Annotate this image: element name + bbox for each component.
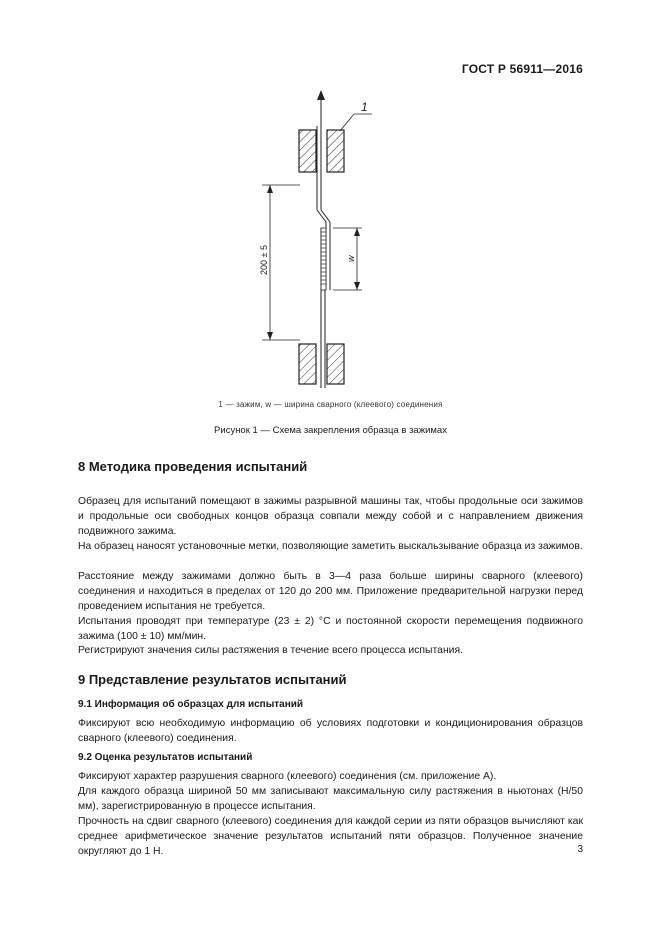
pull-direction-arrow-icon — [317, 90, 325, 130]
dimension-200-label: 200 ± 5 — [259, 245, 269, 275]
section-8-paragraph-5: Регистрируют значения силы растяжения в течение всего процесса испытания. — [78, 645, 464, 656]
document-code: ГОСТ Р 56911—2016 — [461, 62, 583, 76]
section-9-2-paragraph-3: Прочность на сдвиг сварного (клеевого) соединения для каждой серии из пяти образцов вычисляют как среднее арифметическое значение результатов испытаний пяти образцов. Полученное значение округляют до 1 Н. — [78, 816, 583, 858]
section-8-paragraph-4: Испытания проводят при температуре (23 ± 2) °С и постоянной скорости перемещения подвижного зажима (100 ± 10) мм/мин. — [78, 616, 583, 643]
section-9-heading: 9 Представление результатов испытаний — [78, 672, 347, 687]
section-9-1-paragraph-1: Фиксируют всю необходимую информацию об условиях подготовки и кондиционирования образцов сварного (клеевого) соединения. — [78, 718, 583, 745]
section-9-2-paragraph-2: Для каждого образца шириной 50 мм записывают максимальную силу растяжения в ньютонах (Н/50 мм), зарегистрированную в процессе испытания. — [78, 786, 583, 813]
figure-legend: 1 — зажим, w — ширина сварного (клеевого) соединения — [218, 400, 443, 409]
callout-1 — [340, 100, 372, 131]
figure-caption: Рисунок 1 — Схема закрепления образца в зажимах — [214, 425, 447, 436]
section-8-heading: 8 Методика проведения испытаний — [78, 459, 308, 474]
section-8-paragraph-3: Расстояние между зажимами должно быть в 3—4 раза больше ширины сварного (клеевого) соединения и находиться в пределах от 120 до 200 мм. Приложение предварительной нагрузки перед проведением испытания не требуется. — [78, 571, 583, 613]
callout-label: 1 — [361, 100, 368, 114]
page-number: 3 — [577, 844, 583, 855]
section-8-paragraph-2: На образец наносят установочные метки, позволяющие заметить выскальзывание образца из зажимов. — [78, 541, 583, 552]
dimension-w-label: w — [346, 255, 356, 262]
section-9-1-heading: 9.1 Информация об образцах для испытаний — [78, 699, 304, 710]
clamping-scheme-figure — [0, 0, 661, 400]
section-9-2-paragraph-1: Фиксируют характер разрушения сварного (клеевого) соединения (см. приложение А). — [78, 771, 497, 782]
section-8-paragraph-1: Образец для испытаний помещают в зажимы разрывной машины так, чтобы продольные оси зажимов и продольные оси свободных концов образца совпали между собой и с направлением движения подвижного зажима. — [78, 496, 583, 538]
section-9-2-heading: 9.2 Оценка результатов испытаний — [78, 752, 253, 763]
